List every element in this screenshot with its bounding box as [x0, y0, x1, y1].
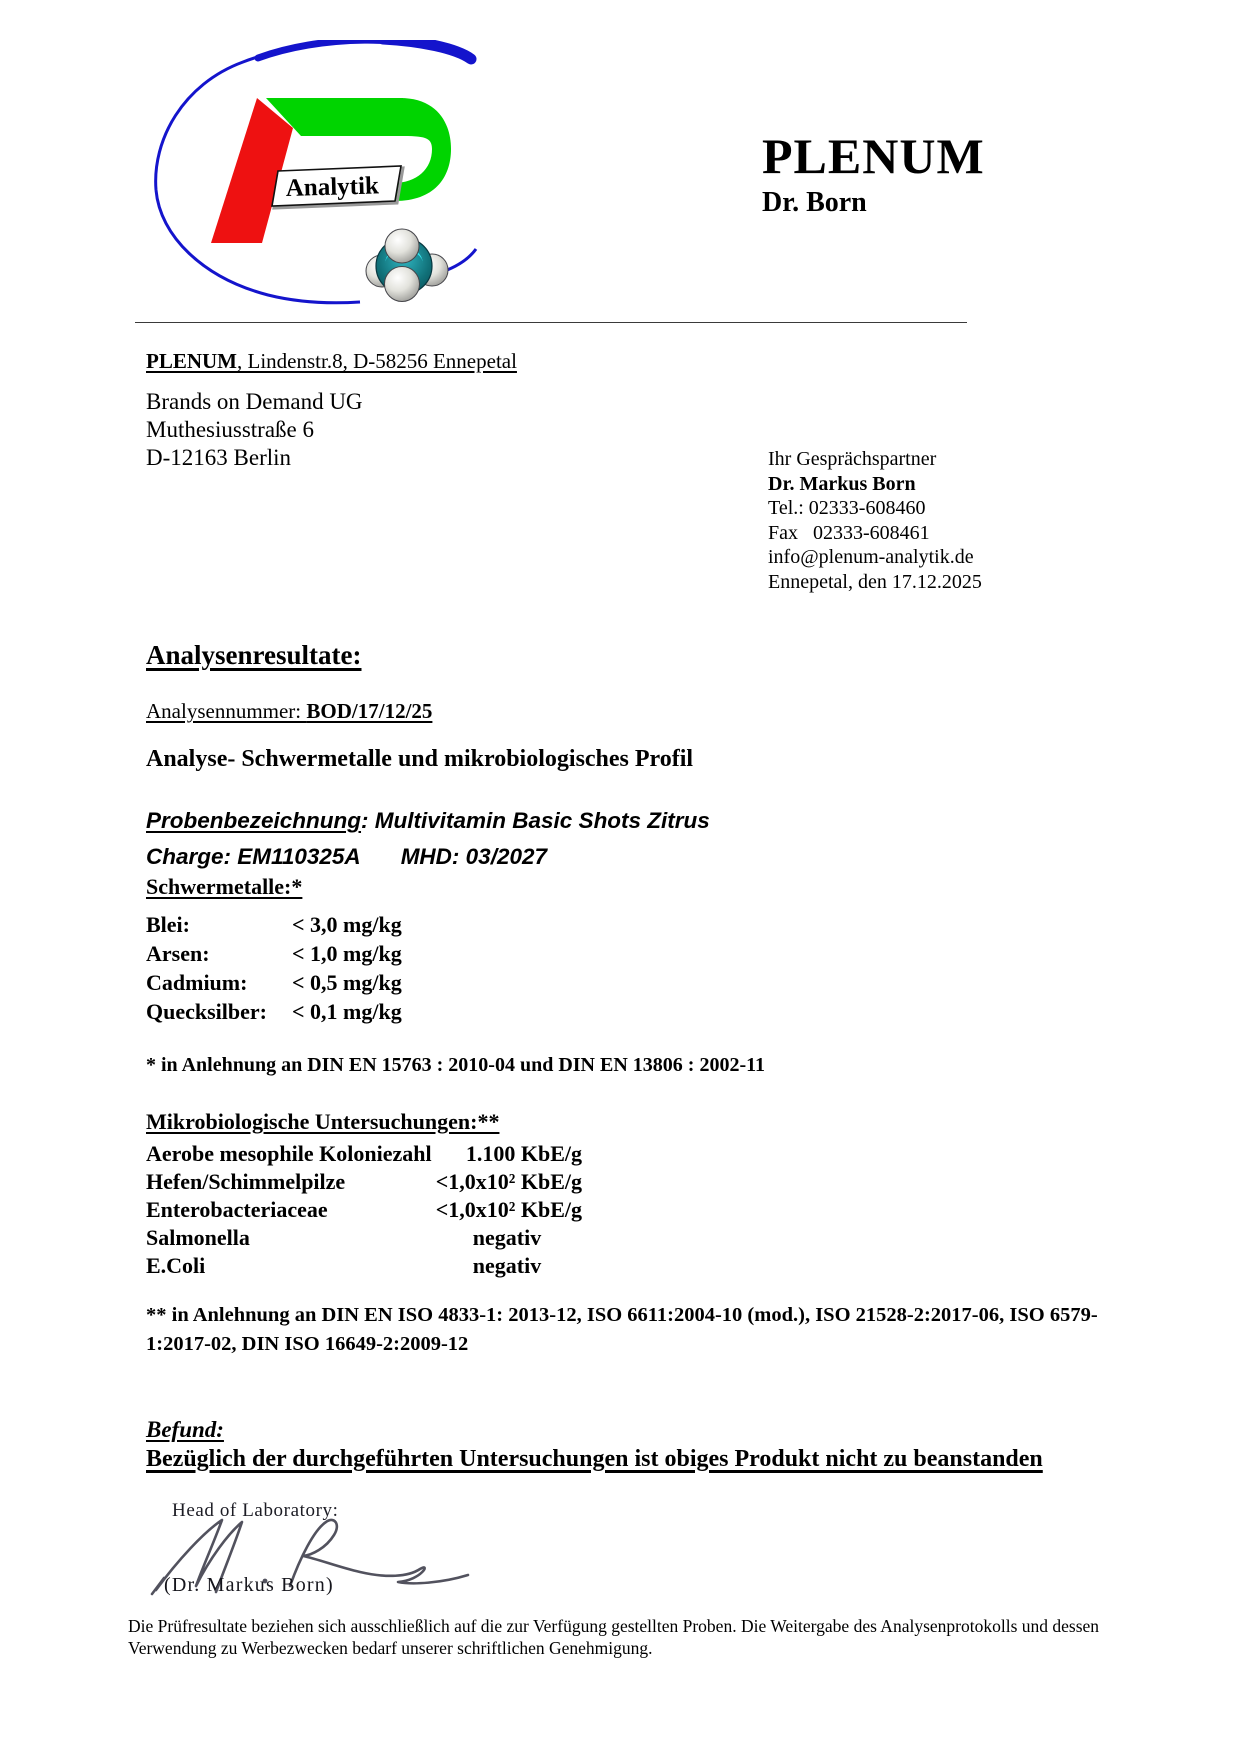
charge-line [146, 844, 547, 870]
analysis-title: Analyse- Schwermetalle und mikrobiologisches Profil [146, 746, 694, 772]
sample-line [146, 808, 710, 834]
analytik-badge [272, 166, 403, 208]
table-row [146, 1168, 582, 1196]
company-logo [138, 40, 488, 305]
micro-label: Aerobe mesophile Koloniezahl [146, 1141, 432, 1166]
micro-label: Hefen/Schimmelpilze [146, 1169, 346, 1194]
recipient-street: Muthesiusstraße 6 [146, 417, 315, 442]
metal-value: < 0,1 mg/kg [292, 999, 402, 1024]
contact-phone: Tel.: 02333-608460 [768, 497, 926, 520]
signature-name: (Dr. Markus Born) [164, 1574, 334, 1596]
table-row [146, 997, 402, 1026]
analytik-label: Analytik [285, 172, 380, 202]
analysis-number-line [146, 699, 432, 724]
sample-label: Probenbezeichnung [146, 808, 362, 833]
metal-value: < 0,5 mg/kg [292, 970, 402, 995]
micro-value: <1,0x10² KbE/g [435, 1169, 582, 1194]
table-row [146, 1252, 582, 1280]
analysis-number-value: BOD/17/12/25 [306, 699, 433, 723]
mhd-value: MHD: 03/2027 [400, 844, 548, 869]
table-row [146, 1224, 582, 1252]
metal-value: < 3,0 mg/kg [292, 912, 402, 937]
heavy-metals-table [146, 910, 402, 1026]
metal-label: Cadmium: [146, 970, 248, 995]
befund-text: Bezüglich der durchgeführten Untersuchungen ist obiges Produkt nicht zu beanstanden [146, 1446, 1043, 1472]
sample-value: : Multivitamin Basic Shots Zitrus [361, 808, 710, 833]
recipient-address [146, 388, 363, 472]
contact-person: Dr. Markus Born [768, 472, 916, 495]
analysis-number-label: Analysennummer: [146, 699, 307, 723]
metal-label: Arsen: [146, 941, 210, 966]
sender-name: PLENUM [146, 349, 237, 373]
contact-fax: Fax 02333-608461 [768, 521, 930, 544]
results-heading: Analysenresultate: [146, 640, 362, 670]
metal-label: Blei: [146, 912, 190, 937]
table-row [146, 1196, 582, 1224]
molecule-icon [366, 229, 448, 302]
micro-value: 1.100 KbE/g [465, 1141, 582, 1166]
sender-line [146, 349, 517, 374]
company-name: PLENUM [762, 128, 985, 184]
micro-label: Enterobacteriaceae [146, 1197, 328, 1222]
heavy-metals-heading: Schwermetalle:* [146, 874, 303, 899]
sender-address: , Lindenstr.8, D-58256 Ennepetal [237, 349, 517, 373]
recipient-city: D-12163 Berlin [146, 445, 292, 470]
contact-place-date: Ennepetal, den 17.12.2025 [768, 570, 982, 593]
metal-value: < 1,0 mg/kg [292, 941, 402, 966]
table-row [146, 910, 402, 939]
table-row [146, 968, 402, 997]
contact-intro: Ihr Gesprächspartner [768, 448, 937, 470]
charge-value: Charge: EM110325A [146, 844, 361, 869]
plenum-logo-icon [138, 40, 488, 305]
microbiology-section [146, 1108, 582, 1280]
micro-label: Salmonella [146, 1225, 250, 1250]
signature-title: Head of Laboratory: [172, 1500, 339, 1521]
metal-label: Quecksilber: [146, 999, 267, 1024]
table-row [146, 939, 402, 968]
micro-label: E.Coli [146, 1253, 206, 1278]
micro-value: <1,0x10² KbE/g [435, 1197, 582, 1222]
micro-value: negativ [472, 1253, 542, 1278]
letterhead [762, 130, 985, 219]
contact-email: info@plenum-analytik.de [768, 546, 974, 569]
company-subtitle: Dr. Born [762, 186, 867, 218]
footer-disclaimer: Die Prüfresultate beziehen sich ausschließlich auf die zur Verfügung gestellten Proben. Die Weitergabe des Analysenprotokolls und dessen Verwendung zu Werbezwecken bedarf unserer schriftlichen Genehmigung. [128, 1616, 1100, 1658]
microbiology-footnote: ** in Anlehnung an DIN EN ISO 4833-1: 2013-12, ISO 6611:2004-10 (mod.), ISO 21528-2:2017-06, ISO 6579-1:2017-02, DIN ISO 16649-2:2009-12 [146, 1304, 1098, 1355]
contact-block [768, 447, 982, 595]
befund-label: Befund: [146, 1417, 224, 1442]
table-row [146, 1140, 582, 1168]
header-divider [135, 322, 967, 323]
heavy-metals-footnote: * in Anlehnung an DIN EN 15763 : 2010-04 und DIN EN 13806 : 2002-11 [146, 1054, 766, 1076]
recipient-name: Brands on Demand UG [146, 389, 363, 414]
micro-value: negativ [472, 1225, 542, 1250]
microbiology-heading: Mikrobiologische Untersuchungen:** [146, 1109, 500, 1134]
